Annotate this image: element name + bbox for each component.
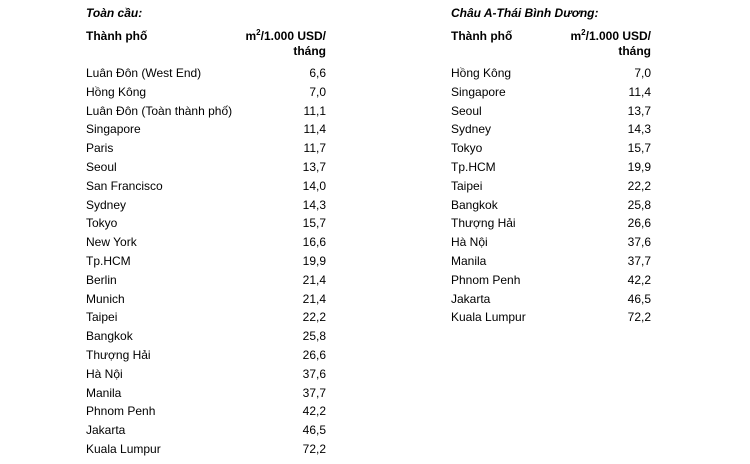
city-name: Hồng Kông: [86, 84, 147, 99]
table-row: [86, 233, 326, 252]
apac-header-value-prefix: m: [570, 29, 582, 43]
space-value: 37,6: [302, 366, 326, 381]
city-name: Phnom Penh: [451, 272, 521, 287]
city-name: Manila: [451, 253, 487, 268]
table-row: [451, 102, 651, 121]
city-name: Thượng Hải: [451, 216, 516, 231]
space-value: 37,6: [627, 235, 651, 250]
global-header-value-prefix: m: [245, 29, 257, 43]
city-name: Kuala Lumpur: [451, 310, 526, 325]
space-value: 25,8: [627, 197, 651, 212]
apac-header-value: [571, 29, 652, 59]
city-name: New York: [86, 235, 137, 250]
city-name: Jakarta: [451, 291, 491, 306]
space-value: 13,7: [302, 159, 326, 174]
global-header-value-suffix: /1.000 USD/: [260, 29, 326, 43]
space-value: 14,3: [627, 122, 651, 137]
table-row: [451, 158, 651, 177]
space-value: 37,7: [627, 253, 651, 268]
table-row: [86, 214, 326, 233]
space-value: 37,7: [302, 385, 326, 400]
city-name: Bangkok: [86, 329, 133, 344]
global-header-value: [246, 29, 327, 59]
city-name: Tp.HCM: [86, 253, 131, 268]
city-name: Paris: [86, 141, 114, 156]
city-name: Luân Đôn (West End): [86, 66, 202, 80]
table-row: [86, 365, 326, 384]
space-value: 16,6: [302, 235, 326, 250]
city-name: Manila: [86, 385, 122, 400]
global-title: Toàn cầu:: [86, 6, 143, 20]
table-row: [451, 83, 651, 102]
table-row: [451, 196, 651, 215]
city-name: Berlin: [86, 272, 117, 287]
table-row: [86, 139, 326, 158]
space-value: 15,7: [627, 141, 651, 156]
city-name: Hồng Kông: [451, 66, 512, 80]
apac-header-value-line2: tháng: [618, 44, 651, 58]
table-row: [451, 214, 651, 233]
space-value: 46,5: [302, 423, 326, 438]
table-row: [86, 402, 326, 421]
table-row: [86, 120, 326, 139]
space-value: 7,0: [634, 66, 651, 80]
space-value: 72,2: [302, 441, 326, 456]
city-name: San Francisco: [86, 178, 163, 193]
city-name: Sydney: [86, 197, 127, 212]
space-value: 26,6: [627, 216, 651, 231]
city-name: Sydney: [451, 122, 492, 137]
city-name: Tokyo: [451, 141, 483, 156]
city-name: Thượng Hải: [86, 347, 151, 362]
space-value: 11,7: [303, 141, 326, 156]
space-value: 42,2: [302, 404, 326, 419]
city-name: Jakarta: [86, 423, 126, 438]
table-row: [86, 64, 326, 83]
city-name: Kuala Lumpur: [86, 441, 161, 456]
city-name: Luân Đôn (Toàn thành phố): [86, 103, 233, 118]
table-row: [86, 177, 326, 196]
table-row: [451, 252, 651, 271]
city-name: Taipei: [86, 310, 118, 325]
table-row: [86, 102, 326, 121]
space-value: 21,4: [302, 291, 326, 306]
space-value: 22,2: [627, 178, 651, 193]
table-row: [451, 177, 651, 196]
space-value: 11,4: [628, 84, 651, 99]
table-row: [86, 421, 326, 440]
space-value: 25,8: [302, 329, 326, 344]
table-row: [86, 271, 326, 290]
apac-header-value-sup: 2: [581, 28, 586, 37]
space-value: 11,4: [303, 122, 326, 137]
global-header-value-line2: tháng: [293, 44, 326, 58]
table-row: [86, 384, 326, 403]
table-row: [451, 308, 651, 327]
space-value: 15,7: [302, 216, 326, 231]
table-row: [451, 290, 651, 309]
table-row: [451, 271, 651, 290]
space-value: 42,2: [627, 272, 651, 287]
city-name: Tp.HCM: [451, 159, 496, 174]
space-value: 19,9: [302, 253, 326, 268]
apac-title: Châu A-Thái Bình Dương:: [451, 6, 599, 20]
table-row: [451, 139, 651, 158]
table-row: [451, 64, 651, 83]
city-name: Seoul: [451, 103, 482, 118]
city-name: Singapore: [451, 84, 506, 99]
city-name: Seoul: [86, 159, 117, 174]
city-name: Hà Nội: [451, 235, 488, 250]
space-value: 14,0: [302, 178, 326, 193]
space-value: 19,9: [627, 159, 651, 174]
space-value: 7,0: [309, 84, 326, 99]
city-name: Munich: [86, 291, 125, 306]
table-row: [86, 308, 326, 327]
table-row: [86, 440, 326, 459]
city-name: Singapore: [86, 122, 141, 137]
city-name: Phnom Penh: [86, 404, 156, 419]
table-row: [86, 346, 326, 365]
space-value: 13,7: [627, 103, 651, 118]
table-row: [86, 252, 326, 271]
space-value: 46,5: [627, 291, 651, 306]
city-name: Taipei: [451, 178, 483, 193]
space-value: 21,4: [302, 272, 326, 287]
city-name: Bangkok: [451, 197, 498, 212]
table-row: [451, 233, 651, 252]
table-row: [86, 83, 326, 102]
table-row: [86, 158, 326, 177]
apac-rows: [451, 64, 651, 327]
city-name: Hà Nội: [86, 366, 123, 381]
table-row: [86, 290, 326, 309]
apac-header-value-suffix: /1.000 USD/: [585, 29, 651, 43]
space-value: 22,2: [302, 310, 326, 325]
space-value: 26,6: [302, 347, 326, 362]
space-value: 14,3: [302, 197, 326, 212]
space-value: 6,6: [309, 66, 326, 80]
apac-header-city: Thành phố: [451, 29, 513, 43]
table-row: [451, 120, 651, 139]
table-row: [86, 327, 326, 346]
global-header-city: Thành phố: [86, 29, 148, 43]
space-value: 72,2: [627, 310, 651, 325]
table-row: [86, 196, 326, 215]
global-rows: [86, 64, 326, 459]
city-name: Tokyo: [86, 216, 118, 231]
global-header-value-sup: 2: [256, 28, 261, 37]
space-value: 11,1: [303, 103, 326, 118]
